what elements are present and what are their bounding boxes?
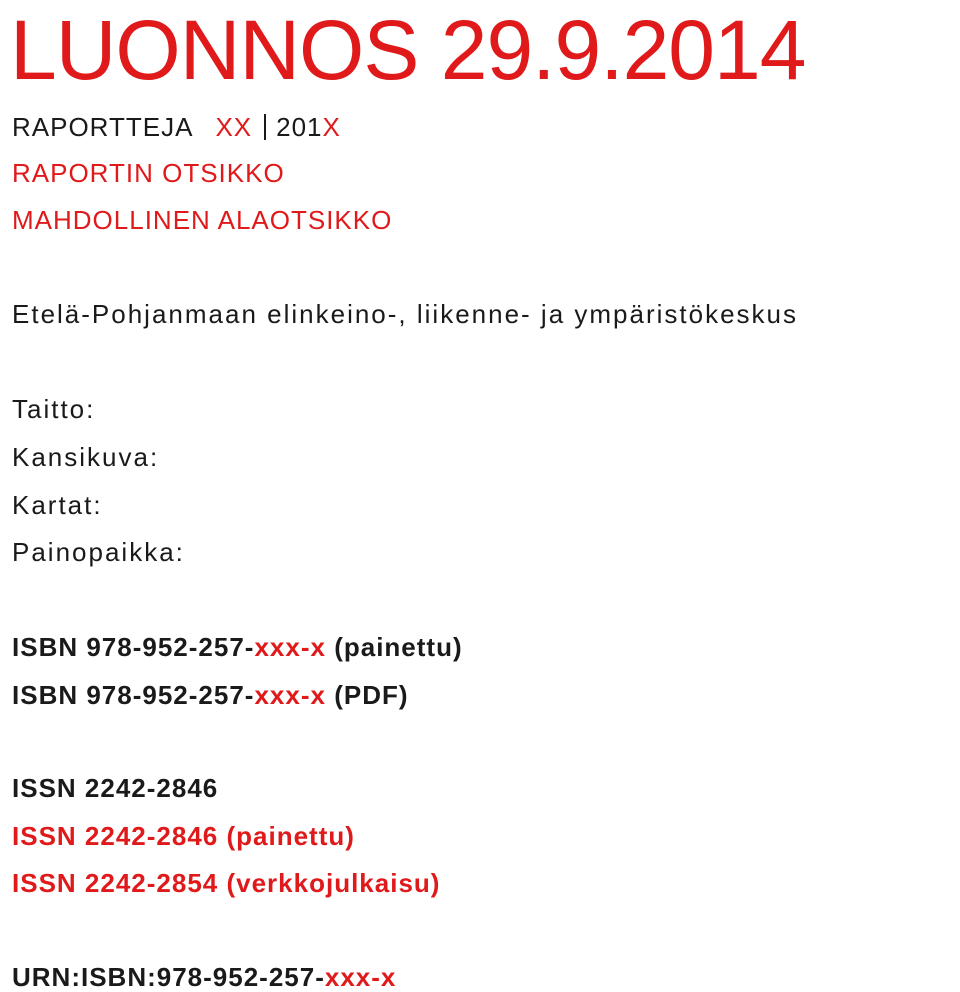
report-subtitle: MAHDOLLINEN ALAOTSIKKO	[12, 205, 393, 235]
issn-print: ISSN 2242-2846 (painettu)	[12, 821, 355, 851]
isbn-print-placeholder: xxx-x	[254, 632, 326, 662]
isbn-pdf-line	[12, 682, 409, 708]
urn-placeholder: xxx-x	[324, 962, 397, 992]
series-divider	[264, 114, 266, 140]
isbn-print-suffix: (painettu)	[325, 632, 463, 662]
draft-stamp: LUONNOS 29.9.2014	[10, 3, 806, 97]
series-year-prefix: 201	[276, 112, 323, 142]
issn-general: ISSN 2242-2846	[12, 773, 219, 803]
credit-cover-image-label: Kansikuva:	[12, 442, 160, 472]
series-number: XX	[215, 112, 253, 142]
credit-maps-label: Kartat:	[12, 490, 103, 520]
urn-line	[12, 964, 396, 990]
urn-prefix: URN:ISBN:978-952-257-	[12, 962, 325, 992]
isbn-print-prefix: ISBN 978-952-257-	[12, 632, 255, 662]
isbn-print-line	[12, 634, 463, 660]
series-prefix: RAPORTTEJA	[12, 112, 194, 142]
credit-printing-house-label: Painopaikka:	[12, 537, 185, 567]
isbn-pdf-suffix: (PDF)	[325, 680, 409, 710]
series-year-suffix: X	[322, 112, 341, 142]
issn-online: ISSN 2242-2854 (verkkojulkaisu)	[12, 868, 441, 898]
report-series-line	[12, 114, 341, 140]
credit-layout-label: Taitto:	[12, 394, 96, 424]
isbn-pdf-prefix: ISBN 978-952-257-	[12, 680, 255, 710]
isbn-pdf-placeholder: xxx-x	[254, 680, 326, 710]
publisher-name: Etelä-Pohjanmaan elinkeino-, liikenne- ja ympäristökeskus	[12, 299, 799, 329]
report-title: RAPORTIN OTSIKKO	[12, 158, 285, 188]
